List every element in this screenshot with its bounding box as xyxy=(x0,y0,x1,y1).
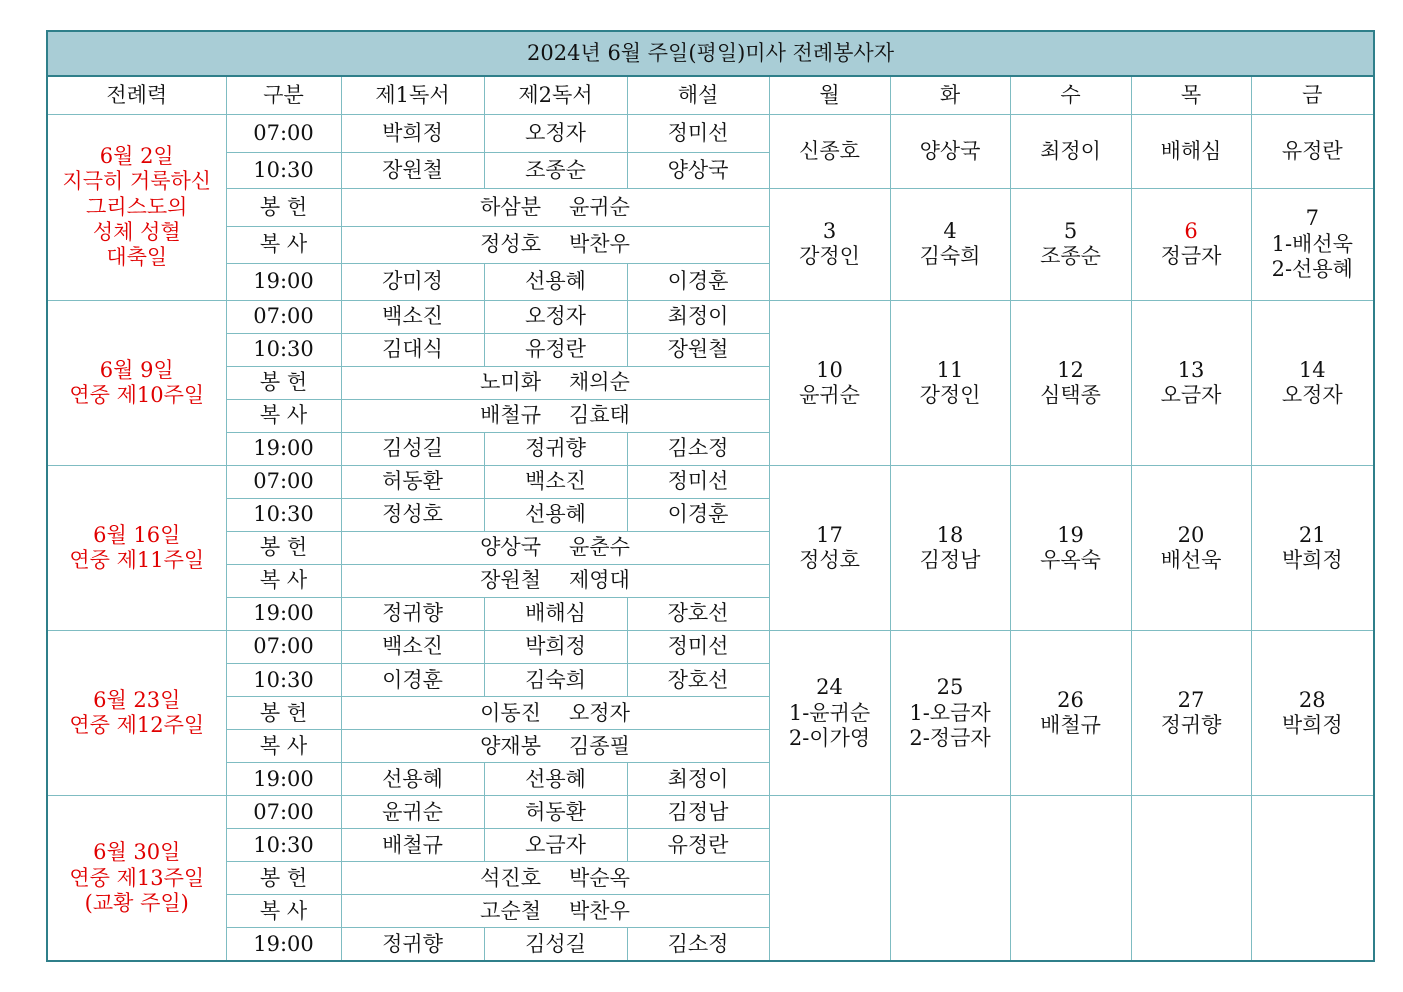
person-name: 윤춘수 xyxy=(569,535,630,560)
commentator: 장원철 xyxy=(627,333,769,366)
role-label: 봉 헌 xyxy=(226,697,341,730)
commentator: 장호선 xyxy=(627,664,769,697)
feast-name: 지극히 거룩하신 xyxy=(62,169,212,194)
weekday-cell xyxy=(890,188,1010,300)
commentator: 장호선 xyxy=(627,598,769,631)
person-name: 박순옥 xyxy=(569,865,630,890)
altar-server-pair xyxy=(341,895,769,928)
col-header-mon: 월 xyxy=(769,76,890,114)
day-number: 10 xyxy=(816,357,843,382)
offertory-pair xyxy=(341,366,769,399)
weekday-server: 오금자 xyxy=(1160,382,1222,407)
weekday-server: 강정인 xyxy=(799,244,860,269)
weekday-cell: 배해심 xyxy=(1131,114,1251,188)
liturgical-date: 6월 9일 xyxy=(99,357,174,382)
reader1: 허동환 xyxy=(341,465,484,498)
day-number: 21 xyxy=(1298,522,1326,547)
feast-name: 연중 제11주일 xyxy=(69,547,205,572)
weekday-server: 2-정금자 xyxy=(909,725,991,750)
weekday-server: 1-배선욱 xyxy=(1271,231,1353,256)
feast-name: 연중 제13주일 xyxy=(69,865,205,890)
weekday-cell xyxy=(1010,188,1131,300)
weekday-cell xyxy=(1010,465,1131,630)
day-number: 13 xyxy=(1177,357,1205,382)
col-header-thu: 목 xyxy=(1131,76,1251,114)
mass-time: 19:00 xyxy=(226,432,341,465)
altar-server-pair xyxy=(341,226,769,263)
mass-time: 10:30 xyxy=(226,664,341,697)
person-name: 정성호 xyxy=(480,232,541,257)
empty-weekday-cell xyxy=(1010,796,1131,961)
col-header-reading2: 제2독서 xyxy=(484,76,627,114)
weekday-server: 정귀향 xyxy=(1160,713,1222,738)
person-name: 오정자 xyxy=(569,700,630,725)
weekday-server: 정금자 xyxy=(1160,244,1222,269)
weekday-cell xyxy=(1251,631,1374,796)
role-label: 복 사 xyxy=(226,226,341,263)
weekday-cell xyxy=(1251,188,1374,300)
commentator: 양상국 xyxy=(627,152,769,188)
day-number: 25 xyxy=(936,675,964,700)
reader1: 배철규 xyxy=(341,829,484,862)
weekday-server: 박희정 xyxy=(1281,547,1343,572)
weekday-server: 조종순 xyxy=(1040,244,1101,269)
offertory-pair xyxy=(341,697,769,730)
reader2: 유정란 xyxy=(484,333,627,366)
weekday-server: 1-오금자 xyxy=(909,700,991,725)
reader1: 윤귀순 xyxy=(341,796,484,829)
day-number: 28 xyxy=(1298,687,1326,712)
role-label: 봉 헌 xyxy=(226,366,341,399)
weekday-server: 배선욱 xyxy=(1160,547,1222,572)
col-header-tue: 화 xyxy=(890,76,1010,114)
person-name: 배철규 xyxy=(480,403,541,428)
commentator: 정미선 xyxy=(627,631,769,664)
day-number: 5 xyxy=(1063,219,1078,243)
commentator: 정미선 xyxy=(627,465,769,498)
mass-time: 10:30 xyxy=(226,333,341,366)
feast-name: 연중 제10주일 xyxy=(69,382,205,407)
reader2: 백소진 xyxy=(484,465,627,498)
reader2: 허동환 xyxy=(484,796,627,829)
mass-time: 07:00 xyxy=(226,114,341,152)
weekday-server: 우옥숙 xyxy=(1040,547,1101,572)
weekday-cell xyxy=(1010,300,1131,465)
weekday-server: 김정남 xyxy=(919,547,981,572)
person-name: 양상국 xyxy=(480,535,541,560)
reader2: 선용혜 xyxy=(484,763,627,796)
role-label: 봉 헌 xyxy=(226,188,341,226)
commentator: 이경훈 xyxy=(627,498,769,531)
weekday-cell xyxy=(1131,300,1251,465)
commentator: 유정란 xyxy=(627,829,769,862)
mass-time: 07:00 xyxy=(226,631,341,664)
weekday-cell: 유정란 xyxy=(1251,114,1374,188)
weekday-cell xyxy=(890,465,1010,630)
feast-name: (교황 주일) xyxy=(84,890,189,915)
weekday-server: 박희정 xyxy=(1281,713,1343,738)
day-number: 24 xyxy=(816,675,843,700)
day-number: 19 xyxy=(1057,522,1084,547)
weekday-cell xyxy=(890,300,1010,465)
page-title: 2024년 6월 주일(평일)미사 전례봉사자 xyxy=(47,31,1374,76)
mass-time: 10:30 xyxy=(226,829,341,862)
reader2: 선용혜 xyxy=(484,498,627,531)
day-number: 27 xyxy=(1177,687,1205,712)
weekday-server: 정성호 xyxy=(799,547,860,572)
role-label: 봉 헌 xyxy=(226,862,341,895)
person-name: 제영대 xyxy=(569,568,630,593)
commentator: 김소정 xyxy=(627,928,769,961)
commentator: 최정이 xyxy=(627,763,769,796)
weekday-server: 오정자 xyxy=(1281,382,1343,407)
person-name: 하삼분 xyxy=(480,194,541,219)
weekday-cell xyxy=(769,465,890,630)
role-label: 복 사 xyxy=(226,895,341,928)
reader1: 이경훈 xyxy=(341,664,484,697)
table-row xyxy=(47,114,1374,152)
offertory-pair xyxy=(341,188,769,226)
day-number: 17 xyxy=(816,522,843,547)
day-number: 18 xyxy=(936,522,964,547)
feast-name: 대축일 xyxy=(106,244,168,269)
weekday-server: 2-이가영 xyxy=(788,725,871,750)
weekday-cell xyxy=(1131,631,1251,796)
altar-server-pair xyxy=(341,399,769,432)
weekday-server: 윤귀순 xyxy=(799,382,860,407)
day-number: 7 xyxy=(1305,206,1319,231)
weekday-cell xyxy=(769,631,890,796)
reader1: 박희정 xyxy=(341,114,484,152)
day-number: 12 xyxy=(1057,357,1084,382)
feast-name: 연중 제12주일 xyxy=(69,713,205,738)
liturgical-date: 6월 16일 xyxy=(93,522,181,547)
empty-weekday-cell xyxy=(1251,796,1374,961)
table-row xyxy=(47,631,1374,664)
person-name: 이동진 xyxy=(480,700,541,725)
weekday-cell xyxy=(1131,188,1251,300)
reader2: 오정자 xyxy=(484,300,627,333)
altar-server-pair xyxy=(341,564,769,597)
mass-time: 10:30 xyxy=(226,498,341,531)
weekday-cell: 양상국 xyxy=(890,114,1010,188)
reader1: 정귀향 xyxy=(341,598,484,631)
weekday-server: 1-윤귀순 xyxy=(788,700,871,725)
person-name: 김효태 xyxy=(569,403,630,428)
reader2: 배해심 xyxy=(484,598,627,631)
mass-time: 10:30 xyxy=(226,152,341,188)
role-label: 봉 헌 xyxy=(226,531,341,564)
person-name: 양재봉 xyxy=(480,733,541,758)
person-name: 석진호 xyxy=(480,865,541,890)
col-header-wed: 수 xyxy=(1010,76,1131,114)
liturgical-date: 6월 23일 xyxy=(93,687,181,712)
reader1: 정귀향 xyxy=(341,928,484,961)
liturgical-date-cell xyxy=(47,300,226,465)
role-label: 복 사 xyxy=(226,399,341,432)
weekday-cell: 최정이 xyxy=(1010,114,1131,188)
reader2: 선용혜 xyxy=(484,263,627,300)
col-header-commentary: 해설 xyxy=(627,76,769,114)
day-number: 11 xyxy=(936,357,964,382)
reader1: 백소진 xyxy=(341,300,484,333)
weekday-cell xyxy=(1251,300,1374,465)
person-name: 장원철 xyxy=(480,568,541,593)
reader2: 정귀향 xyxy=(484,432,627,465)
weekday-cell xyxy=(1131,465,1251,630)
col-header-reading1: 제1독서 xyxy=(341,76,484,114)
table-row xyxy=(47,465,1374,498)
day-number-holiday: 6 xyxy=(1184,219,1198,243)
offertory-pair xyxy=(341,531,769,564)
weekday-server: 2-선용혜 xyxy=(1271,256,1353,281)
liturgical-date-cell xyxy=(47,796,226,961)
reader2: 오정자 xyxy=(484,114,627,152)
table-row xyxy=(47,300,1374,333)
reader1: 선용혜 xyxy=(341,763,484,796)
feast-name: 그리스도의 xyxy=(86,194,188,219)
mass-time: 07:00 xyxy=(226,300,341,333)
commentator: 김정남 xyxy=(627,796,769,829)
weekday-server: 김숙희 xyxy=(919,244,981,269)
reader1: 장원철 xyxy=(341,152,484,188)
day-number: 20 xyxy=(1177,522,1205,547)
day-number: 26 xyxy=(1057,687,1084,712)
col-header-type: 구분 xyxy=(226,76,341,114)
reader1: 정성호 xyxy=(341,498,484,531)
mass-time: 07:00 xyxy=(226,465,341,498)
table-row xyxy=(47,796,1374,829)
person-name: 박찬우 xyxy=(569,232,630,257)
altar-server-pair xyxy=(341,730,769,763)
weekday-server: 배철규 xyxy=(1040,713,1101,738)
reader1: 강미정 xyxy=(341,263,484,300)
mass-time: 19:00 xyxy=(226,598,341,631)
person-name: 채의순 xyxy=(569,370,630,395)
mass-time: 07:00 xyxy=(226,796,341,829)
header-row xyxy=(47,76,1374,114)
table-row xyxy=(47,188,1374,226)
commentator: 김소정 xyxy=(627,432,769,465)
reader2: 김숙희 xyxy=(484,664,627,697)
mass-time: 19:00 xyxy=(226,263,341,300)
weekday-cell xyxy=(1251,465,1374,630)
liturgical-date-cell xyxy=(47,114,226,300)
role-label: 복 사 xyxy=(226,564,341,597)
reader2: 김성길 xyxy=(484,928,627,961)
liturgical-date: 6월 2일 xyxy=(99,144,174,169)
empty-weekday-cell xyxy=(1131,796,1251,961)
weekday-server: 강정인 xyxy=(919,382,981,407)
day-number: 4 xyxy=(943,219,957,243)
commentator: 최정이 xyxy=(627,300,769,333)
reader2: 조종순 xyxy=(484,152,627,188)
weekday-server: 심택종 xyxy=(1040,382,1101,407)
commentator: 정미선 xyxy=(627,114,769,152)
col-header-calendar: 전례력 xyxy=(47,76,226,114)
reader1: 백소진 xyxy=(341,631,484,664)
person-name: 박찬우 xyxy=(569,898,630,923)
liturgical-date: 6월 30일 xyxy=(93,840,181,865)
reader1: 김성길 xyxy=(341,432,484,465)
day-number: 14 xyxy=(1298,357,1326,382)
role-label: 복 사 xyxy=(226,730,341,763)
commentator: 이경훈 xyxy=(627,263,769,300)
empty-weekday-cell xyxy=(769,796,890,961)
reader2: 오금자 xyxy=(484,829,627,862)
weekday-cell xyxy=(769,188,890,300)
weekday-cell xyxy=(890,631,1010,796)
person-name: 김종필 xyxy=(569,733,630,758)
reader1: 김대식 xyxy=(341,333,484,366)
weekday-cell xyxy=(769,300,890,465)
person-name: 윤귀순 xyxy=(569,194,630,219)
person-name: 노미화 xyxy=(480,370,541,395)
feast-name: 성체 성혈 xyxy=(92,219,181,244)
person-name: 고순철 xyxy=(480,898,541,923)
mass-time: 19:00 xyxy=(226,928,341,961)
liturgical-date-cell xyxy=(47,465,226,630)
weekday-cell: 신종호 xyxy=(769,114,890,188)
weekday-cell xyxy=(1010,631,1131,796)
offertory-pair xyxy=(341,862,769,895)
day-number: 3 xyxy=(822,219,837,243)
liturgical-date-cell xyxy=(47,631,226,796)
mass-time: 19:00 xyxy=(226,763,341,796)
reader2: 박희정 xyxy=(484,631,627,664)
empty-weekday-cell xyxy=(890,796,1010,961)
schedule-table xyxy=(46,30,1375,962)
col-header-fri: 금 xyxy=(1251,76,1374,114)
